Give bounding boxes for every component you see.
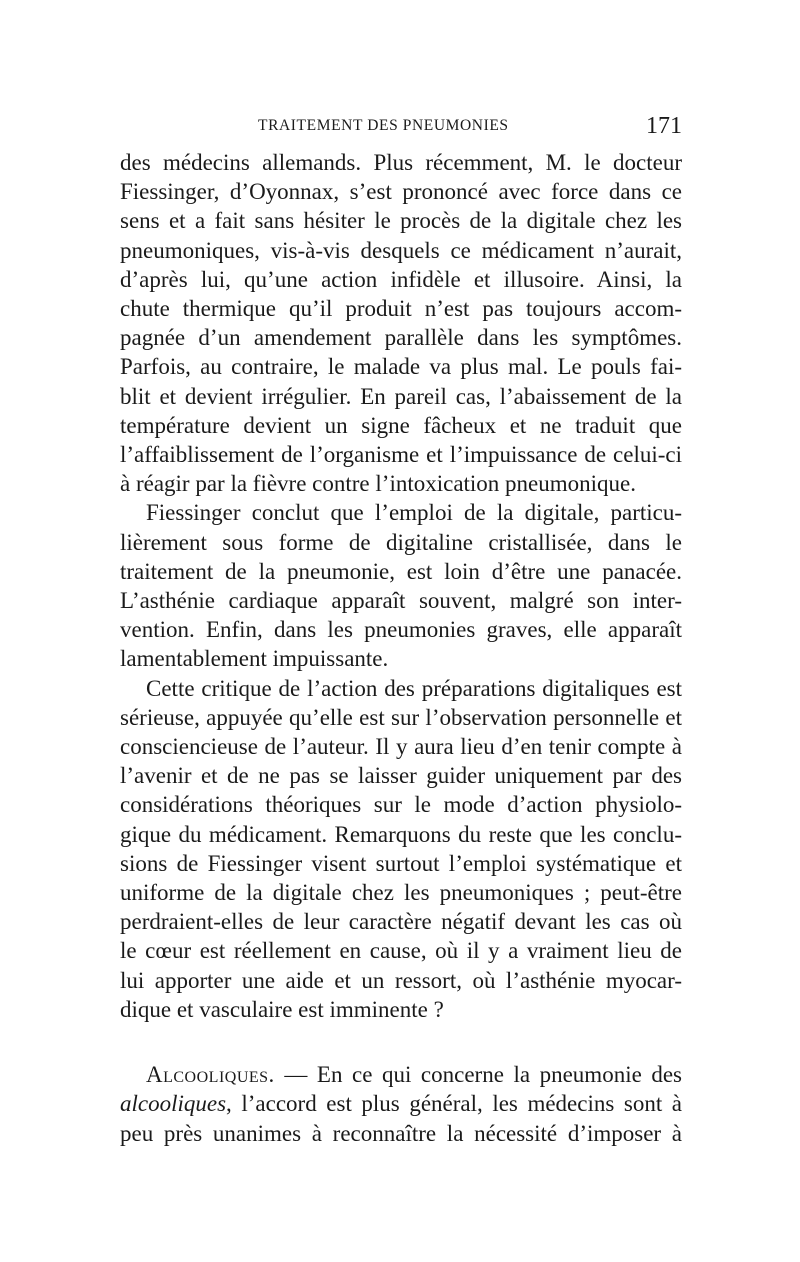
text-line: des médecins allemands. Plus récemment, M. le docteur bbox=[120, 150, 682, 175]
text-line: traitement de la pneumonie, est loin d’être une panacée. bbox=[120, 558, 682, 584]
text-line: Cette critique de l’action des préparations digitaliques est bbox=[146, 675, 682, 701]
text-line: l’affaiblissement de l’organisme et l’impuissance de celui-ci bbox=[120, 442, 682, 468]
text-line bbox=[120, 1060, 682, 1089]
section-gap bbox=[120, 1024, 682, 1060]
text-line: uniforme de la digitale chez les pneumoniques ; peut-être bbox=[120, 880, 682, 906]
section-line2-text: , l’accord est plus général, les médecins sont à bbox=[226, 1091, 682, 1117]
text-line: à réagir par la fièvre contre l’intoxication pneumonique. bbox=[120, 471, 637, 497]
text-line: Parfois, au contraire, le malade va plus mal. Le pouls fai- bbox=[120, 354, 682, 380]
text-line: lièrement sous forme de digitaline cristallisée, dans le bbox=[120, 529, 682, 555]
body-text bbox=[120, 148, 682, 1148]
text-line: vention. Enfin, dans les pneumonies graves, elle apparaît bbox=[120, 617, 682, 643]
text-line: le cœur est réellement en cause, où il y a vraiment lieu de bbox=[120, 938, 682, 964]
text-line: l’avenir et de ne pas se laisser guider uniquement par des bbox=[120, 763, 682, 789]
text-line: lui apporter une aide et un ressort, où l’asthénie myocar- bbox=[120, 967, 682, 993]
text-line: sions de Fiessinger visent surtout l’emploi systématique et bbox=[120, 850, 682, 876]
text-line bbox=[120, 1089, 682, 1118]
paragraph-2 bbox=[120, 498, 682, 673]
section-heading: Alcooliques. bbox=[146, 1062, 275, 1088]
text-line: sens et a fait sans hésiter le procès de la digitale chez les bbox=[120, 208, 682, 234]
text-line: sérieuse, appuyée qu’elle est sur l’observation personnelle et bbox=[120, 704, 682, 730]
text-line: d’après lui, qu’une action infidèle et illusoire. Ainsi, la bbox=[120, 266, 682, 292]
section-line1-text: — En ce qui concerne la pneumonie des bbox=[274, 1062, 682, 1088]
text-line: Fiessinger conclut que l’emploi de la digitale, particu- bbox=[146, 500, 682, 526]
text-line: Fiessinger, d’Oyonnax, s’est prononcé avec force dans ce bbox=[120, 179, 682, 205]
text-line: pagnée d’un amendement parallèle dans les symptômes. bbox=[120, 325, 682, 351]
text-line: pneumoniques, vis-à-vis desquels ce médicament n’aurait, bbox=[120, 237, 682, 263]
page-number: 171 bbox=[646, 113, 682, 139]
text-line: considérations théoriques sur le mode d’action physiolo- bbox=[120, 792, 682, 818]
text-line: dique et vasculaire est imminente ? bbox=[120, 996, 444, 1022]
text-line: chute thermique qu’il produit n’est pas toujours accom- bbox=[120, 296, 682, 322]
text-line: température devient un signe fâcheux et ne traduit que bbox=[120, 412, 682, 438]
paragraph-alcooliques bbox=[120, 1060, 682, 1148]
text-line: lamentablement impuissante. bbox=[120, 646, 389, 672]
text-line: perdraient-elles de leur caractère négatif devant les cas où bbox=[120, 909, 682, 935]
running-title: TRAITEMENT DES PNEUMONIES bbox=[258, 117, 509, 134]
page-header bbox=[120, 113, 682, 143]
text-line: consciencieuse de l’auteur. Il y aura lieu d’en tenir compte à bbox=[120, 734, 682, 760]
paragraph-1 bbox=[120, 148, 682, 498]
text-line: gique du médicament. Remarquons du reste que les conclu- bbox=[120, 821, 682, 847]
text-line: peu près unanimes à reconnaître la nécessité d’imposer à bbox=[120, 1120, 682, 1146]
text-line: L’asthénie cardiaque apparaît souvent, malgré son inter- bbox=[120, 588, 682, 614]
italic-term: alcooliques bbox=[120, 1091, 227, 1117]
paragraph-3 bbox=[120, 674, 682, 1024]
text-line: blit et devient irrégulier. En pareil cas, l’abaissement de la bbox=[120, 383, 682, 409]
